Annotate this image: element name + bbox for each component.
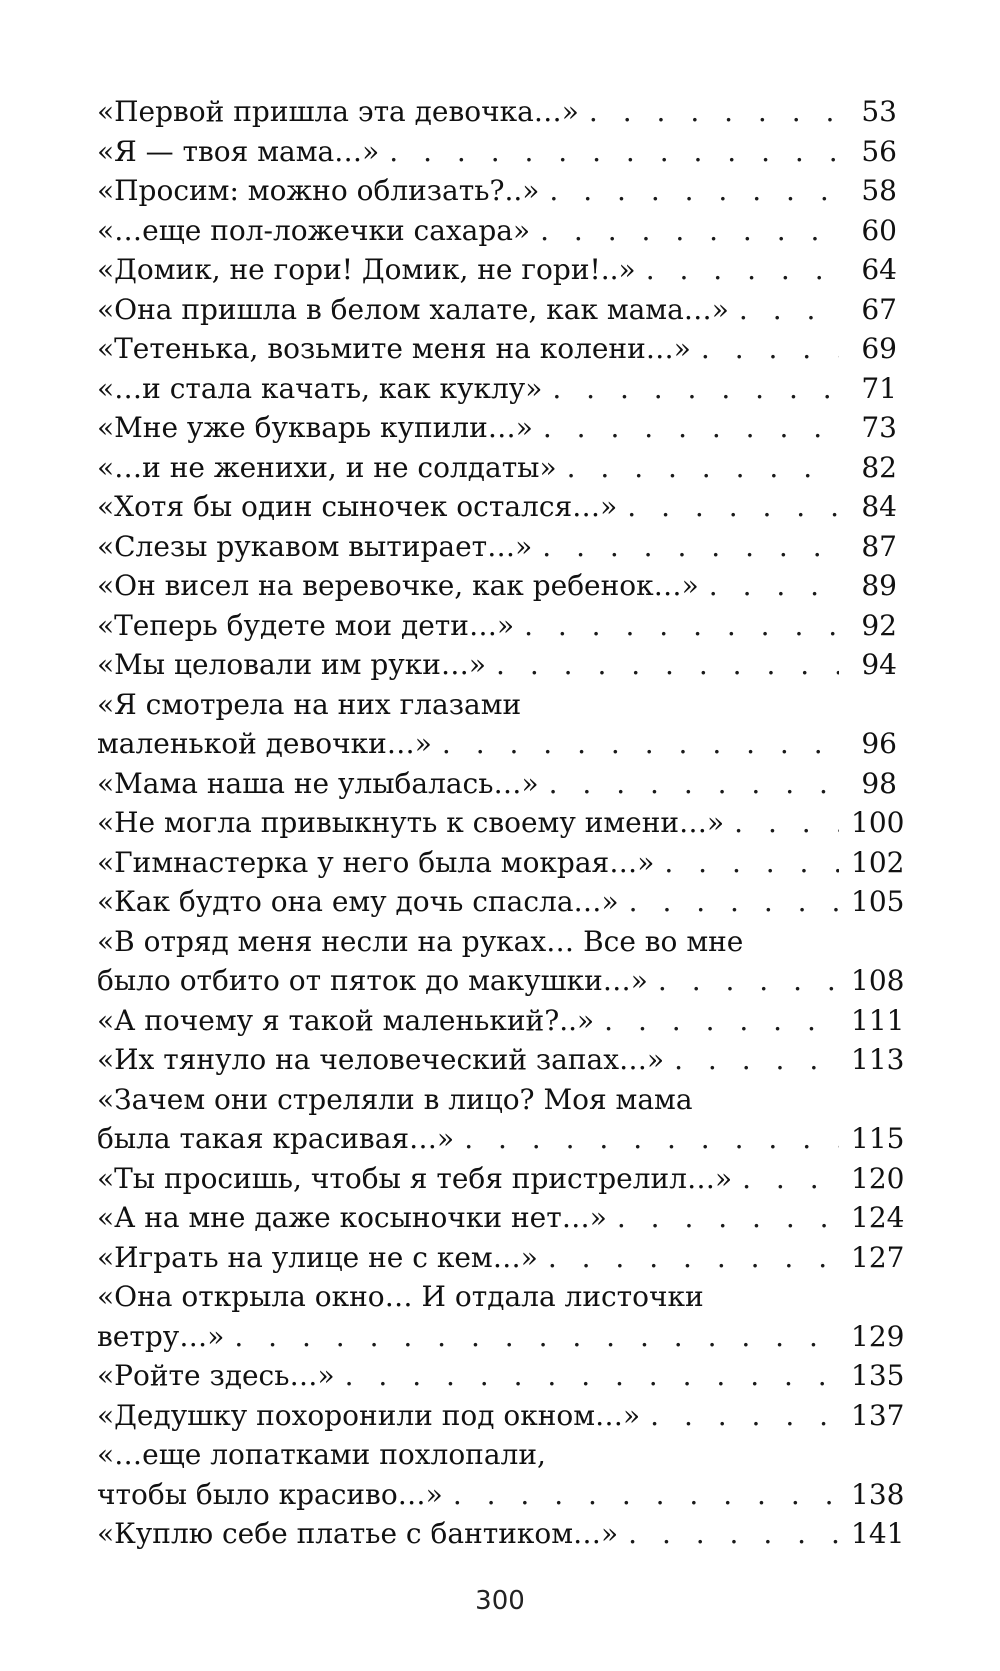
- toc-entry-title: «Их тянуло на человеческий запах…»: [97, 1043, 665, 1076]
- toc-entry-line: [97, 882, 905, 922]
- dot-leader: [542, 527, 839, 567]
- toc-entry-title: «Ты просишь, чтобы я тебя пристрелил…»: [97, 1161, 733, 1195]
- toc-entry-page-number: 115: [851, 1122, 905, 1155]
- toc-entry-title: «Мама наша не улыбалась…»: [97, 766, 539, 800]
- toc-entry: [97, 645, 897, 685]
- toc-entry-title: «В отряд меня несли на руках… Все во мне: [97, 924, 744, 958]
- toc-entry-line: [97, 606, 897, 646]
- toc-entry-title: было отбито от пяток до макушки…»: [97, 964, 648, 997]
- toc-entry: [97, 1198, 905, 1238]
- dot-leader: [604, 1001, 839, 1041]
- toc-entry: [97, 171, 897, 211]
- toc-entry-line: [97, 685, 897, 725]
- toc-entry-line: [97, 1277, 897, 1317]
- toc-entry: [97, 803, 905, 843]
- dot-leader: [627, 487, 839, 527]
- toc-entry: [97, 685, 897, 764]
- toc-entry-line: [97, 1317, 905, 1357]
- toc-entry: [97, 843, 905, 883]
- toc-entry-title: «Ройте здесь…»: [97, 1359, 335, 1392]
- toc-entry: [97, 448, 897, 488]
- toc-entry-line: [97, 1514, 905, 1554]
- toc-entry-title: маленькой девочки…»: [97, 727, 432, 760]
- toc-entry: [97, 211, 897, 251]
- toc-entry-page-number: 73: [861, 411, 897, 444]
- toc-entry-title: «Она пришла в белом халате, как мама…»: [97, 292, 729, 326]
- dot-leader: [658, 961, 839, 1001]
- toc-entry-title: «Я — твоя мама…»: [97, 134, 380, 168]
- toc-entry: [97, 1356, 905, 1396]
- toc-entry-page-number: 124: [851, 1201, 905, 1234]
- table-of-contents: [97, 92, 905, 1554]
- toc-entry-line: [97, 1238, 905, 1278]
- dot-leader: [739, 290, 839, 330]
- toc-entry-line: [97, 132, 897, 172]
- dot-leader: [540, 211, 839, 251]
- toc-entry-line: [97, 1080, 897, 1120]
- toc-entry: [97, 487, 897, 527]
- toc-entry-line: [97, 566, 897, 606]
- toc-entry: [97, 1238, 905, 1278]
- toc-entry-title: «Она открыла окно… И отдала листочки: [97, 1280, 704, 1313]
- dot-leader: [701, 329, 839, 369]
- toc-entry-page-number: 53: [861, 95, 897, 128]
- toc-entry-title: чтобы было красиво…»: [97, 1477, 443, 1511]
- dot-leader: [629, 882, 839, 922]
- toc-entry: [97, 527, 897, 567]
- toc-entry-title: «Не могла привыкнуть к своему имени…»: [97, 806, 725, 839]
- toc-entry-title: «Как будто она ему дочь спасла…»: [97, 885, 619, 918]
- toc-entry: [97, 566, 897, 606]
- toc-entry: [97, 1159, 905, 1199]
- toc-entry-line: [97, 1159, 905, 1199]
- dot-leader: [589, 92, 839, 132]
- toc-entry-page-number: 138: [851, 1477, 905, 1511]
- toc-entry-line: [97, 408, 897, 448]
- toc-entry-page-number: 94: [861, 648, 897, 681]
- dot-leader: [734, 803, 839, 843]
- dot-leader: [496, 645, 839, 685]
- dot-leader: [389, 132, 839, 172]
- dot-leader: [617, 1198, 839, 1238]
- toc-entry-page-number: 58: [861, 174, 897, 207]
- toc-entry-page-number: 120: [851, 1161, 905, 1195]
- toc-entry-title: «Зачем они стреляли в лицо? Моя мама: [97, 1082, 693, 1116]
- toc-entry-title: «Он висел на веревочке, как ребенок…»: [97, 569, 699, 602]
- toc-entry-line: [97, 1396, 905, 1436]
- toc-entry-line: [97, 527, 897, 567]
- toc-entry-line: [97, 645, 897, 685]
- toc-entry: [97, 92, 897, 132]
- toc-entry-page-number: 100: [851, 806, 905, 839]
- toc-entry-title: «А почему я такой маленький?..»: [97, 1003, 595, 1037]
- toc-entry-title: «Слезы рукавом вытирает…»: [97, 529, 533, 563]
- toc-entry-page-number: 71: [861, 371, 897, 405]
- toc-entry-line: [97, 843, 905, 883]
- toc-entry-title: «Тетенька, возьмите меня на колени…»: [97, 332, 691, 365]
- toc-entry-line: [97, 1198, 905, 1238]
- toc-entry-line: [97, 329, 897, 369]
- toc-entry-title: «…еще лопатками похлопали,: [97, 1438, 546, 1471]
- toc-entry-line: [97, 803, 905, 843]
- toc-entry: [97, 1435, 905, 1514]
- toc-entry-line: [97, 724, 897, 764]
- toc-entry-title: «Куплю себе платье с бантиком…»: [97, 1517, 619, 1550]
- toc-entry-line: [97, 1356, 905, 1396]
- toc-entry-line: [97, 290, 897, 330]
- toc-entry-page-number: 69: [861, 332, 897, 365]
- dot-leader: [442, 724, 839, 764]
- toc-entry: [97, 882, 905, 922]
- toc-entry-title: «Я смотрела на них глазами: [97, 687, 522, 721]
- toc-entry-title: «Мне уже букварь купили…»: [97, 411, 533, 444]
- toc-entry: [97, 1001, 905, 1041]
- toc-entry-page-number: 141: [851, 1517, 905, 1550]
- dot-leader: [567, 448, 839, 488]
- toc-entry: [97, 1040, 905, 1080]
- page-number: 300: [475, 1586, 525, 1616]
- toc-entry-line: [97, 171, 897, 211]
- toc-entry-page-number: 98: [861, 766, 897, 800]
- toc-entry-page-number: 102: [851, 845, 905, 879]
- toc-entry: [97, 606, 897, 646]
- dot-leader: [552, 369, 839, 409]
- toc-entry-page-number: 137: [851, 1398, 905, 1432]
- toc-entry-title: «Первой пришла эта девочка…»: [97, 95, 579, 128]
- toc-entry-page-number: 127: [851, 1240, 905, 1274]
- dot-leader: [345, 1356, 839, 1396]
- toc-entry-page-number: 129: [851, 1319, 905, 1353]
- toc-entry-page-number: 82: [861, 450, 897, 484]
- toc-entry-page-number: 84: [861, 490, 897, 523]
- toc-entry-title: ветру…»: [97, 1319, 225, 1353]
- dot-leader: [650, 1396, 839, 1436]
- toc-entry-line: [97, 92, 897, 132]
- dot-leader: [709, 566, 839, 606]
- toc-entry-page-number: 96: [861, 727, 897, 760]
- toc-entry-title: «Домик, не гори! Домик, не гори!..»: [97, 253, 636, 286]
- toc-entry-title: «Хотя бы один сыночек остался…»: [97, 490, 618, 523]
- toc-entry: [97, 1514, 905, 1554]
- toc-entry-title: «Дедушку похоронили под окном…»: [97, 1398, 641, 1432]
- toc-entry-page-number: 111: [851, 1003, 905, 1037]
- dot-leader: [549, 171, 839, 211]
- toc-entry: [97, 764, 897, 804]
- toc-entry-line: [97, 1435, 897, 1475]
- toc-entry-title: «Играть на улице не с кем…»: [97, 1240, 538, 1274]
- toc-entry-line: [97, 1040, 905, 1080]
- toc-entry-line: [97, 764, 897, 804]
- toc-entry-page-number: 108: [851, 964, 905, 997]
- toc-entry: [97, 369, 897, 409]
- toc-entry-page-number: 60: [861, 213, 897, 247]
- toc-entry: [97, 250, 897, 290]
- toc-entry-title: «Теперь будете мои дети…»: [97, 608, 515, 642]
- toc-entry-title: «…и не женихи, и не солдаты»: [97, 450, 557, 484]
- toc-entry: [97, 132, 897, 172]
- dot-leader: [524, 606, 839, 646]
- toc-entry-line: [97, 487, 897, 527]
- dot-leader: [628, 1514, 839, 1554]
- toc-entry-line: [97, 1475, 905, 1515]
- toc-entry: [97, 329, 897, 369]
- toc-entry-page-number: 67: [861, 292, 897, 326]
- toc-entry-line: [97, 922, 897, 962]
- toc-entry-title: была такая красивая…»: [97, 1122, 455, 1155]
- toc-entry: [97, 1080, 905, 1159]
- toc-entry-title: «Просим: можно облизать?..»: [97, 174, 540, 207]
- toc-entry-line: [97, 369, 897, 409]
- toc-entry-page-number: 113: [851, 1043, 905, 1076]
- toc-entry-line: [97, 250, 897, 290]
- dot-leader: [742, 1159, 839, 1199]
- toc-entry-page-number: 105: [851, 885, 905, 918]
- dot-leader: [646, 250, 839, 290]
- toc-entry: [97, 922, 905, 1001]
- toc-entry-line: [97, 1001, 905, 1041]
- toc-entry: [97, 408, 897, 448]
- toc-entry-title: «…еще пол-ложечки сахара»: [97, 213, 531, 247]
- toc-entry-page-number: 56: [861, 134, 897, 168]
- toc-entry-line: [97, 961, 905, 1001]
- dot-leader: [464, 1119, 839, 1159]
- dot-leader: [543, 408, 839, 448]
- toc-entry: [97, 1277, 905, 1356]
- toc-entry: [97, 1396, 905, 1436]
- dot-leader: [549, 764, 839, 804]
- dot-leader: [664, 843, 839, 883]
- toc-entry-page-number: 87: [861, 529, 897, 563]
- dot-leader: [453, 1475, 839, 1515]
- toc-entry-title: «А на мне даже косыночки нет…»: [97, 1201, 607, 1234]
- dot-leader: [548, 1238, 839, 1278]
- toc-entry-line: [97, 1119, 905, 1159]
- toc-entry-page-number: 135: [851, 1359, 905, 1392]
- toc-entry-page-number: 64: [861, 253, 897, 286]
- toc-entry-line: [97, 448, 897, 488]
- toc-entry-page-number: 92: [861, 608, 897, 642]
- toc-entry-title: «…и стала качать, как куклу»: [97, 371, 543, 405]
- dot-leader: [234, 1317, 839, 1357]
- toc-entry-title: «Гимнастерка у него была мокрая…»: [97, 845, 655, 879]
- toc-entry-line: [97, 211, 897, 251]
- toc-entry-title: «Мы целовали им руки…»: [97, 648, 487, 681]
- toc-entry-page-number: 89: [861, 569, 897, 602]
- dot-leader: [674, 1040, 839, 1080]
- toc-entry: [97, 290, 897, 330]
